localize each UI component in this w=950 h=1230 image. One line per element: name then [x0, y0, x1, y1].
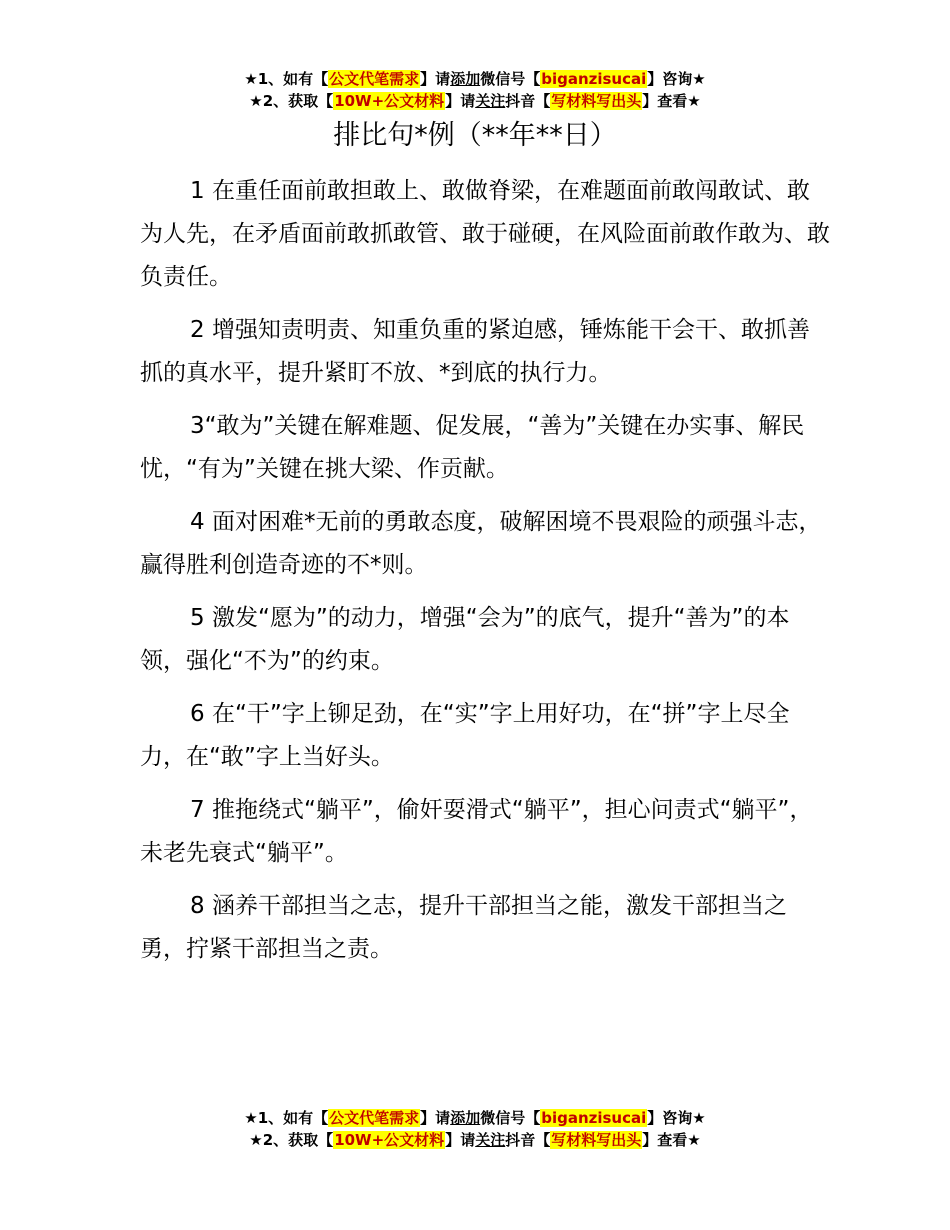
- banner-text: 】请: [420, 70, 451, 88]
- banner-text: 抖音【: [505, 92, 551, 110]
- banner-underline-text: 添加: [450, 1109, 481, 1127]
- banner-text: ★1、如有【: [244, 70, 329, 88]
- paragraph-2: 2 增强知责明责、知重负重的紧迫感，锤炼能干会干、敢抓善抓的真水平，提升紧盯不放、*到底的执行力。: [140, 317, 810, 386]
- header-banner: [0, 68, 950, 112]
- highlight-ghostwriting: 公文代笔需求: [329, 70, 420, 88]
- banner-underline-text: 关注: [475, 92, 506, 110]
- banner-text: 】查看★: [642, 1131, 701, 1149]
- paragraph-3: 3“敢为”关键在解难题、促发展，“善为”关键在办实事、解民忧，“有为”关键在挑大梁、作贡献。: [140, 413, 805, 482]
- paragraph-6: 6 在“干”字上铆足劲，在“实”字上用好功，在“拼”字上尽全力，在“敢”字上当好头。: [140, 701, 790, 770]
- document-body: [140, 170, 830, 981]
- highlight-douyin-account: 写材料写出头: [551, 92, 642, 110]
- banner-text: ★2、获取【: [249, 1131, 334, 1149]
- banner-text: 微信号【: [480, 1109, 541, 1127]
- highlight-materials: 10W+公文材料: [334, 92, 445, 110]
- paragraph-1: 1 在重任面前敢担敢上、敢做脊梁，在难题面前敢闯敢试、敢为人先，在矛盾面前敢抓敢管、敢于碰硬，在风险面前敢作敢为、敢负责任。: [140, 178, 830, 290]
- banner-text: 】咨询★: [647, 70, 706, 88]
- document-title: 排比句*例（**年**日）: [333, 120, 617, 151]
- highlight-wechat-id: biganzisucai: [541, 70, 647, 88]
- banner-text: 抖音【: [505, 1131, 551, 1149]
- banner-text: 】请: [445, 1131, 476, 1149]
- banner-underline-text: 关注: [475, 1131, 506, 1149]
- highlight-ghostwriting: 公文代笔需求: [329, 1109, 420, 1127]
- banner-text: 微信号【: [480, 70, 541, 88]
- paragraph-4: 4 面对困难*无前的勇敢态度，破解困境不畏艰险的顽强斗志，赢得胜利创造奇迹的不*则。: [140, 509, 822, 578]
- banner-text: 】请: [445, 92, 476, 110]
- banner-text: ★1、如有【: [244, 1109, 329, 1127]
- paragraph-5: 5 激发“愿为”的动力，增强“会为”的底气，提升“善为”的本领，强化“不为”的约束。: [140, 605, 790, 674]
- banner-line-2: [0, 1129, 950, 1151]
- highlight-wechat-id: biganzisucai: [541, 1109, 647, 1127]
- footer-banner: [0, 1107, 950, 1151]
- banner-line-2: [0, 90, 950, 112]
- banner-line-1: [0, 1107, 950, 1129]
- paragraph-8: 8 涵养干部担当之志，提升干部担当之能，激发干部担当之勇，拧紧干部担当之责。: [140, 893, 787, 962]
- highlight-materials: 10W+公文材料: [334, 1131, 445, 1149]
- banner-line-1: [0, 68, 950, 90]
- paragraph-7: 7 推拖绕式“躺平”，偷奸耍滑式“躺平”，担心问责式“躺平”，未老先衰式“躺平”。: [140, 797, 813, 866]
- highlight-douyin-account: 写材料写出头: [551, 1131, 642, 1149]
- banner-text: 】查看★: [642, 92, 701, 110]
- banner-underline-text: 添加: [450, 70, 481, 88]
- banner-text: 】咨询★: [647, 1109, 706, 1127]
- banner-text: 】请: [420, 1109, 451, 1127]
- banner-text: ★2、获取【: [249, 92, 334, 110]
